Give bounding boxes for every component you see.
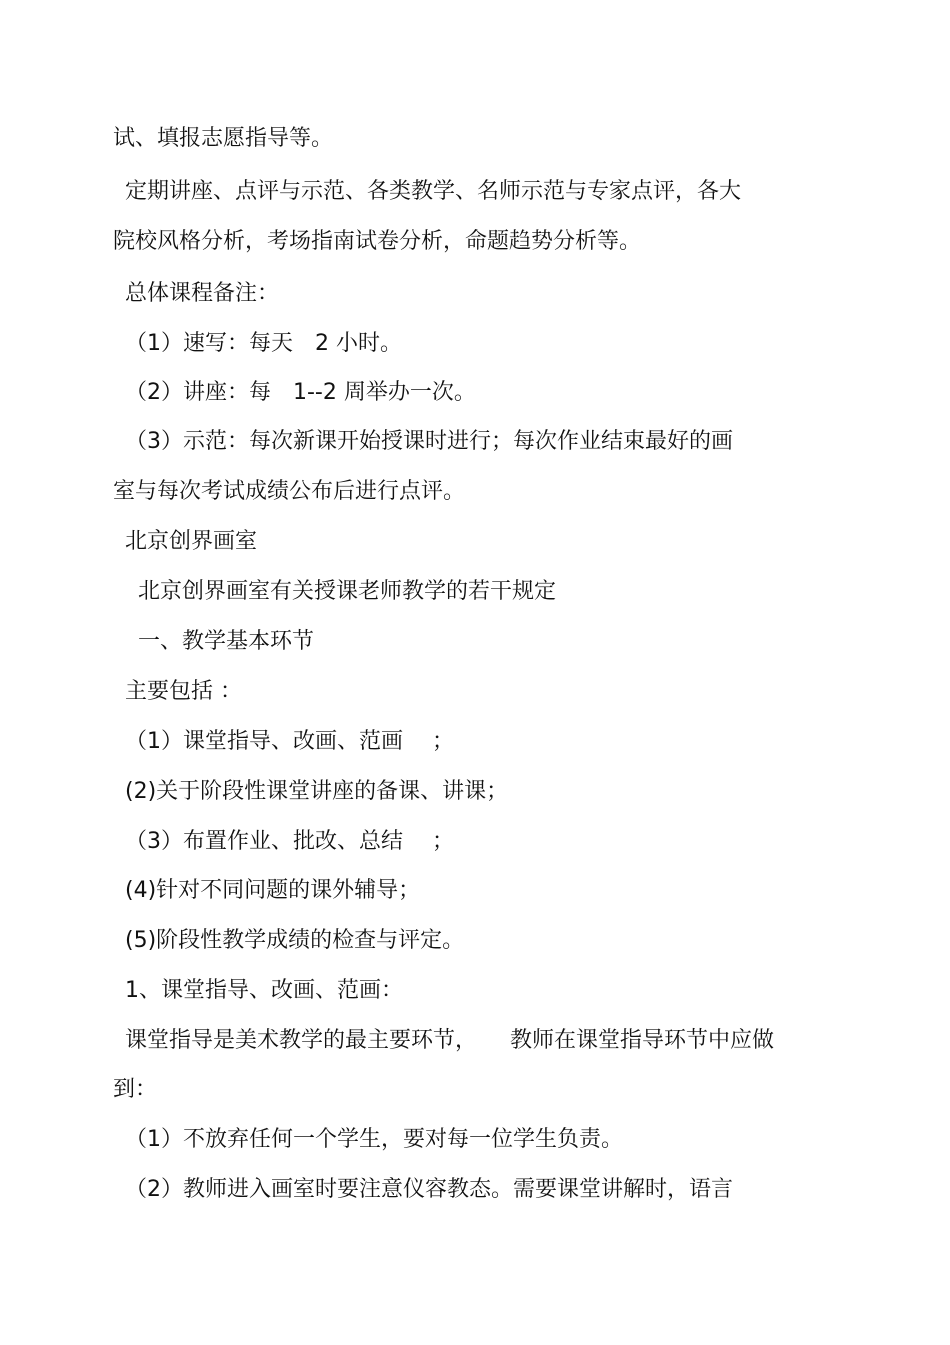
section-heading: 1、课堂指导、改画、范画： [125,978,403,1003]
list-item: （2）教师进入画室时要注意仪容教态。需要课堂讲解时，语言 [125,1177,733,1202]
document-title: 北京创界画室有关授课老师教学的若干规定 [138,579,557,604]
section-heading: 北京创界画室 [125,529,258,554]
text-line: 主要包括 ： [125,679,242,704]
text-line: 课堂指导是美术教学的最主要环节， 教师在课堂指导环节中应做 [125,1028,775,1053]
text-line: 到： [113,1077,158,1102]
text-line: 室与每次考试成绩公布后进行点评。 [113,479,466,504]
text-line: （1）速写：每天 2 小时。 [125,331,402,356]
text-line: 总体课程备注： [125,281,280,306]
list-item: （1）课堂指导、改画、范画 ； [125,729,454,754]
list-item: （3）布置作业、批改、总结 ； [125,829,454,854]
section-heading: 一、教学基本环节 [138,629,315,654]
text-line: （3）示范：每次新课开始授课时进行；每次作业结束最好的画 [125,429,733,454]
text-line: 院校风格分析，考场指南试卷分析，命题趋势分析等。 [113,229,642,254]
list-item: (2)关于阶段性课堂讲座的备课、讲课； [125,779,509,804]
list-item: （1）不放弃任何一个学生，要对每一位学生负责。 [125,1127,623,1152]
list-item: (4)针对不同问题的课外辅导； [125,878,421,903]
text-line: 定期讲座、点评与示范、各类教学、名师示范与专家点评，各大 [125,179,742,204]
text-line: 试、填报志愿指导等。 [113,126,334,151]
list-item: (5)阶段性教学成绩的检查与评定。 [125,928,465,953]
text-line: （2）讲座：每 1--2 周举办一次。 [125,380,476,405]
